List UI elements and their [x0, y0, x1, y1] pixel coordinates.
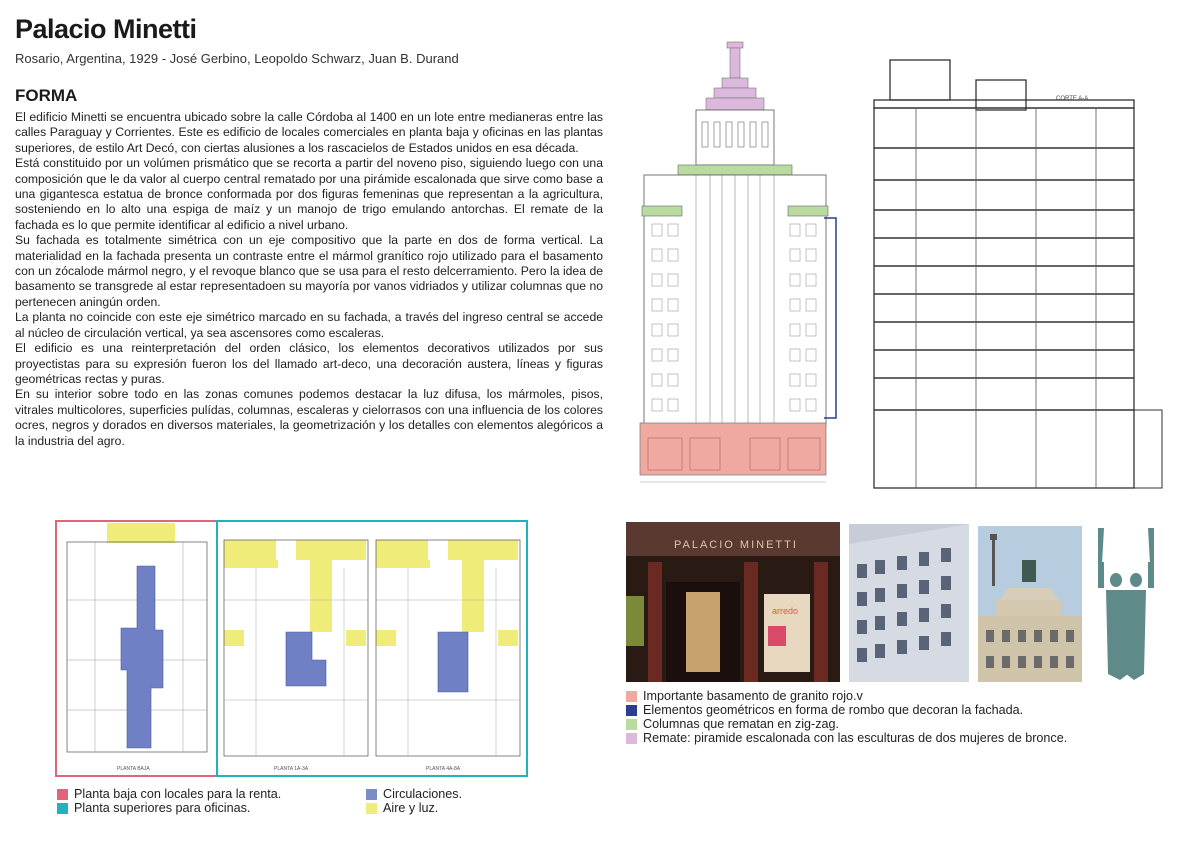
- legend-label: Elementos geométricos en forma de rombo que decoran la fachada.: [643, 703, 1024, 717]
- building-sign-text: PALACIO MINETTI: [674, 539, 798, 551]
- body-paragraph: Su fachada es totalmente simétrica con un eje compositivo que la parte en dos de forma vertical. La materialidad en la fachada presenta un contraste entre el mármol granítico rojo utilizado para el basamento con un zócalode mármol negro, y el revoque blanco que se usa para el resto delcerramiento. Pero la idea de basamento se transgrede al estar representadoen su mayoría por vanos vidriados y utilizar columnas que no pertenecen aningún orden.: [15, 233, 603, 309]
- legend-label: Aire y luz.: [383, 801, 439, 815]
- legend-swatch: [57, 789, 68, 800]
- shop-sign-text: arredo: [772, 606, 799, 616]
- body-text: [15, 110, 603, 449]
- plan-label: PLANTA 1A-3A: [274, 766, 309, 772]
- facade-photo: [849, 524, 969, 682]
- legend-label: Planta baja con locales para la renta.: [74, 787, 282, 801]
- legend-swatch: [626, 719, 637, 730]
- tower-photo: [978, 526, 1082, 682]
- plan-label: PLANTA 4A-8A: [426, 766, 461, 772]
- legend-item: [57, 787, 281, 801]
- upper-floor-plans: [216, 520, 529, 778]
- legend-item: [626, 689, 1067, 703]
- legend-swatch: [57, 803, 68, 814]
- legend-item: [57, 801, 281, 815]
- plan-legend-right: [366, 787, 462, 815]
- plan-label: PLANTA BAJA: [117, 766, 150, 772]
- legend-swatch: [366, 803, 377, 814]
- body-paragraph: Está constituido por un volúmen prismático que se recorta a partir del noveno piso, siguiendo luego con una composición que le da valor al cuerpo central rematado por una pirámide escalonada que sirve como base a una gigantesca estatua de bronce conformada por dos figuras femeninas que representan a la agricultura, sosteniendo en lo alto una espiga de maíz y un manojo de trigo emulando antorchas. El remate de la fachada es lo que permite identificar al edificio a nivel urbano.: [15, 156, 603, 232]
- section-label: CORTE A-A: [1056, 96, 1089, 102]
- legend-item: [366, 801, 462, 815]
- legend-label: Importante basamento de granito rojo.v: [643, 689, 863, 703]
- statue-photo: [1090, 524, 1162, 684]
- legend-swatch: [626, 705, 637, 716]
- legend-item: [626, 731, 1067, 745]
- body-paragraph: El edificio Minetti se encuentra ubicado sobre la calle Córdoba al 1400 en un lote entre medianeras entre las calles Paraguay y Corrientes. Este es edificio de locales comerciales en planta baja y oficinas en las plantas superiores, de estilo Art Decó, con ciertas alusiones a los rascacielos de Estados unidos en esa década.: [15, 110, 603, 155]
- legend-label: Circulaciones.: [383, 787, 463, 801]
- legend-item: [626, 717, 1067, 731]
- section-heading: FORMA: [15, 86, 78, 105]
- legend-swatch: [626, 733, 637, 744]
- entrance-photo: [626, 522, 840, 682]
- legend-label: Remate: piramide escalonada con las esculturas de dos mujeres de bronce.: [643, 731, 1068, 745]
- legend-label: Columnas que rematan en zig-zag.: [643, 717, 840, 731]
- page-subtitle: Rosario, Argentina, 1929 - José Gerbino, Leopoldo Schwarz, Juan B. Durand: [15, 51, 459, 66]
- body-paragraph: El edificio es una reinterpretación del orden clásico, los elementos decorativos utilizados por sus proyectistas para su expresión fueron los del llamado art-deco, una decoración austera, líneas y figuras geométricas rectas y puras.: [15, 341, 603, 386]
- legend-swatch: [366, 789, 377, 800]
- legend-swatch: [626, 691, 637, 702]
- legend-item: [626, 703, 1067, 717]
- plan-legend-left: [57, 787, 281, 815]
- legend-item: [366, 787, 462, 801]
- section-drawing: [856, 38, 1178, 490]
- legend-label: Planta superiores para oficinas.: [74, 801, 251, 815]
- facade-legend: [626, 689, 1067, 745]
- facade-elevation-drawing: [630, 34, 840, 494]
- ground-floor-plan: [55, 520, 219, 778]
- body-paragraph: La planta no coincide con este eje simétrico marcado en su fachada, a través del ingreso central se accede al núcleo de circulación vertical, ya sea ascensores como escaleras.: [15, 310, 603, 340]
- page-title: Palacio Minetti: [15, 14, 197, 44]
- body-paragraph: En su interior sobre todo en las zonas comunes podemos destacar la luz difusa, los mármoles, pisos, vitrales multicolores, superficies pulídas, columnas, escaleras y cielorrasos con una influencia de los colores ocres, negros y dorados en diversos materiales, la geometrización y los detalles con elementos alegóricos a la industria del agro.: [15, 387, 603, 448]
